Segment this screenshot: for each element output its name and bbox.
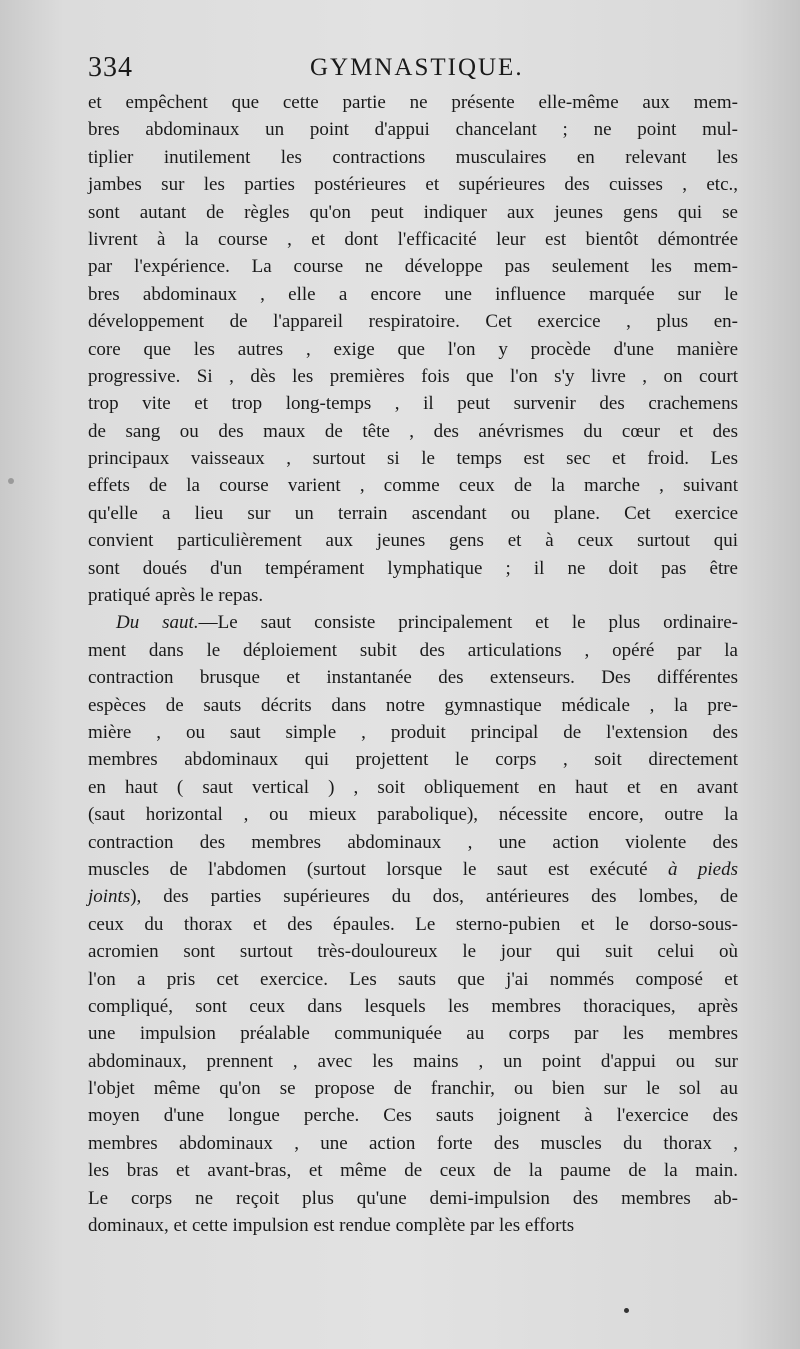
- text-line: Du saut.—Le saut consiste principalement et le plus ordinaire-: [116, 612, 738, 634]
- text-line: membres abdominaux qui projettent le corps , soit directement: [88, 749, 738, 771]
- text-line: par l'expérience. La course ne développe pas seulement les mem-: [88, 256, 738, 278]
- text-line: sont doués d'un tempérament lymphatique ; il ne doit pas être: [88, 557, 738, 579]
- ink-dot: [624, 1308, 629, 1313]
- text-line: convient particulièrement aux jeunes gens et à ceux surtout qui: [88, 530, 738, 552]
- paper-smudge: [8, 478, 14, 484]
- text-line: dominaux, et cette impulsion est rendue complète par les efforts: [88, 1215, 575, 1237]
- text-line: compliqué, sont ceux dans lesquels les membres thoraciques, après: [88, 995, 738, 1017]
- text-line: effets de la course varient , comme ceux de la marche , suivant: [88, 475, 738, 497]
- text-line: ceux du thorax et des épaules. Le sterno-pubien et le dorso-sous-: [88, 913, 738, 935]
- text-line: muscles de l'abdomen (surtout lorsque le saut est exécuté à pieds: [88, 858, 739, 880]
- text-line: une impulsion préalable communiquée au corps par les membres: [88, 1023, 738, 1045]
- text-line: Le corps ne reçoit plus qu'une demi-impulsion des membres ab-: [88, 1187, 738, 1209]
- text-line: l'on a pris cet exercice. Les sauts que j'ai nommés composé et: [88, 968, 738, 990]
- text-line: (saut horizontal , ou mieux parabolique), nécessite encore, outre la: [88, 804, 738, 826]
- text-line: progressive. Si , dès les premières fois que l'on s'y livre , on court: [88, 365, 738, 387]
- text-line: et empêchent que cette partie ne présente elle-même aux mem-: [88, 92, 738, 113]
- text-line: trop vite et trop long-temps , il peut survenir des crachemens: [88, 393, 738, 415]
- text-line: bres abdominaux , elle a encore une influence marquée sur le: [88, 283, 738, 305]
- text-line: pratiqué après le repas.: [88, 585, 264, 607]
- text-line: développement de l'appareil respiratoire. Cet exercice , plus en-: [88, 311, 738, 333]
- text-line: espèces de sauts décrits dans notre gymnastique médicale , la pre-: [88, 694, 738, 716]
- text-line: contraction des membres abdominaux , une action violente des: [88, 831, 738, 853]
- text-line: moyen d'une longue perche. Ces sauts joignent à l'exercice des: [88, 1105, 738, 1127]
- italic-text: Du saut.: [116, 612, 199, 634]
- text-line: joints), des parties supérieures du dos, antérieures des lombes, de: [88, 886, 738, 908]
- text-line: sont autant de règles qu'on peut indiquer aux jeunes gens qui se: [88, 201, 738, 223]
- text-line: les bras et avant-bras, et même de ceux de la paume de la main.: [88, 1160, 738, 1182]
- text-line: livrent à la course , et dont l'efficacité leur est bientôt démontrée: [88, 228, 738, 250]
- italic-text: à pieds: [667, 858, 739, 880]
- text-line: membres abdominaux , une action forte des muscles du thorax ,: [88, 1132, 738, 1154]
- text-line: l'objet même qu'on se propose de franchir, ou bien sur le sol au: [88, 1078, 738, 1100]
- text-line: qu'elle a lieu sur un terrain ascendant ou plane. Cet exercice: [88, 502, 738, 524]
- text-line: acromien sont surtout très-douloureux le jour qui suit celui où: [88, 941, 738, 963]
- text-line: ment dans le déploiement subit des articulations , opéré par la: [88, 639, 738, 661]
- page-header: [88, 52, 738, 88]
- text-line: de sang ou des maux de tête , des anévrismes du cœur et des: [88, 420, 738, 442]
- text-line: en haut ( saut vertical ) , soit obliquement en haut et en avant: [88, 776, 738, 798]
- text-line: abdominaux, prennent , avec les mains , un point d'appui ou sur: [88, 1050, 738, 1072]
- body-text: [88, 89, 738, 1239]
- text-line: mière , ou saut simple , produit principal de l'extension des: [88, 721, 738, 743]
- running-head: GYMNASTIQUE.: [310, 54, 524, 81]
- text-line: jambes sur les parties postérieures et supérieures des cuisses , etc.,: [88, 174, 738, 196]
- text-line: core que les autres , exige que l'on y procède d'une manière: [88, 338, 738, 360]
- text-line: contraction brusque et instantanée des extenseurs. Des différentes: [88, 667, 738, 689]
- text-line: principaux vaisseaux , surtout si le temps est sec et froid. Les: [88, 448, 738, 470]
- italic-text: joints: [88, 886, 131, 908]
- page-number: 334: [88, 52, 133, 83]
- text-line: tiplier inutilement les contractions musculaires en relevant les: [88, 146, 738, 168]
- text-line: bres abdominaux un point d'appui chancelant ; ne point mul-: [88, 119, 738, 141]
